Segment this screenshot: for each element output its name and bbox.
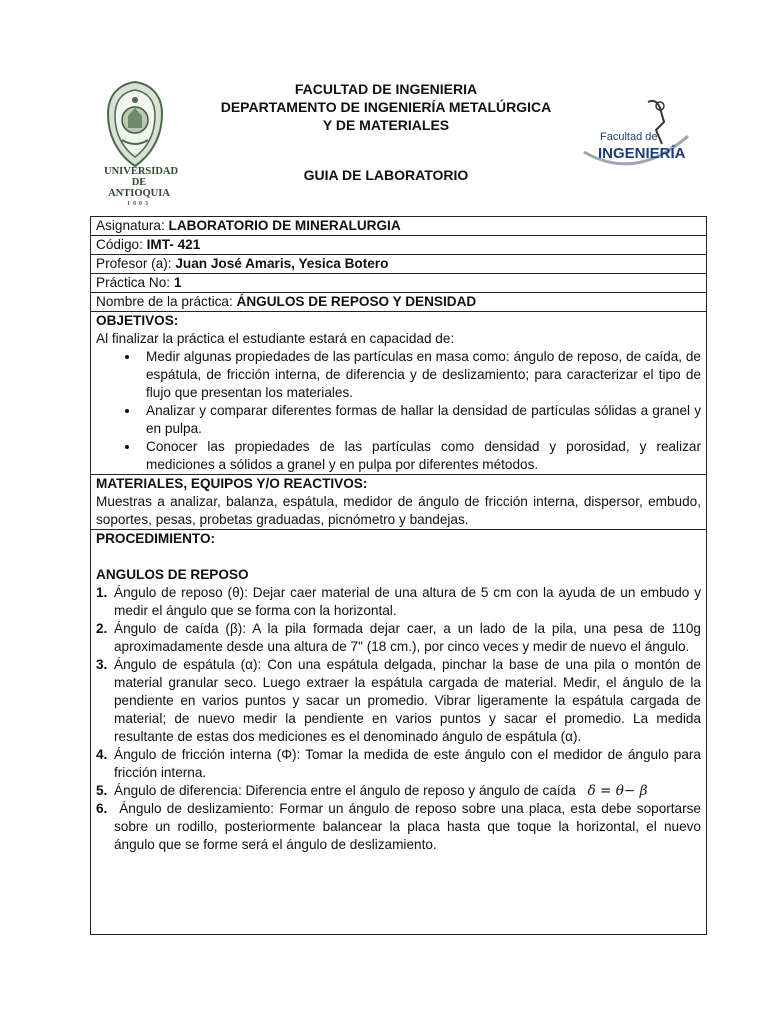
objetivos-title: OBJETIVOS: — [96, 313, 179, 328]
header-department: DEPARTAMENTO DE INGENIERÍA METALÚRGICA — [220, 99, 552, 115]
step-number: 2. — [96, 621, 108, 636]
row-objetivos — [91, 312, 707, 475]
row-procedimiento — [91, 530, 707, 935]
row-codigo — [91, 236, 707, 255]
step-item — [96, 584, 701, 620]
step-text: Ángulo de deslizamiento: Formar un ángulo de reposo sobre una placa, esta debe soportarse sobre un rodillo, posteriormente balancear la placa hasta que toque la horizontal, el nuevo ángulo que se forme será el ángulo de deslizamiento. — [114, 801, 701, 852]
step-item — [96, 620, 701, 656]
step-number: 6. — [96, 801, 108, 816]
asignatura-label: Asignatura: — [96, 218, 169, 233]
document-header — [180, 80, 592, 134]
step-text: Ángulo de reposo (θ): Dejar caer material de una altura de 5 cm con la ayuda de un embudo y medir el ángulo que se forma con la horizontal. — [114, 585, 701, 618]
universidad-logo-line1: UNIVERSIDAD — [104, 166, 179, 177]
step-text: Ángulo de caída (β): A la pila formada dejar caer, a un lado de la pila, una pesa de 110g aproximadamente desde una altura de 7" (18 cm.), por cinco veces y medir de nuevo el ángulo. — [114, 621, 701, 654]
profesor-value: Juan José Amaris, Yesica Botero — [175, 256, 389, 271]
step-number: 1. — [96, 585, 108, 600]
row-profesor — [91, 255, 707, 274]
universidad-logo-line2: DE ANTIOQUIA — [108, 177, 170, 199]
procedimiento-steps — [96, 584, 701, 854]
codigo-value: IMT- 421 — [146, 237, 201, 252]
facultad-logo-line1: Facultad de — [600, 131, 658, 143]
lab-guide-table — [90, 216, 707, 935]
row-nombre — [91, 293, 707, 312]
objetivos-intro: Al finalizar la práctica el estudiante estará en capacidad de: — [96, 331, 455, 346]
procedimiento-subtitle: ANGULOS DE REPOSO — [96, 567, 249, 582]
step-number: 5. — [96, 783, 108, 798]
row-materiales — [91, 475, 707, 530]
universidad-de-antioquia-seal-logo — [104, 80, 166, 168]
procedimiento-title: PROCEDIMIENTO: — [96, 531, 216, 546]
step-text: Ángulo de diferencia: Diferencia entre el ángulo de reposo y ángulo de caída — [114, 783, 576, 798]
objetivo-item: • Conocer las propiedades de las partículas como densidad y porosidad, y realizar mediciones a sólidos a granel y en pulpa por diferentes métodos. — [140, 438, 701, 474]
facultad-de-ingenieria-logo — [578, 96, 694, 174]
practica-label: Práctica No: — [96, 275, 174, 290]
step-item — [96, 800, 701, 854]
header-department-cont: Y DE MATERIALES — [322, 117, 450, 133]
step-text: Ángulo de espátula (α): Con una espátula delgada, pinchar la base de una pila o montón de material granular seco. Luego extraer la espátula cargada de material. Medir, el ángulo de la pendiente en varios puntos y sacar un promedio. Vibrar ligeramente la espátula cargada de material; de nuevo medir la pendiente en varios puntos y sacar el promedio. La medida resultante de estas dos mediciones es el denominado ángulo de espátula (α). — [114, 657, 701, 744]
universidad-logo-text — [104, 166, 179, 210]
materiales-text: Muestras a analizar, balanza, espátula, medidor de ángulo de fricción interna, dispersor, embudo, soportes, pesas, probetas graduadas, picnómetro y bandejas. — [96, 494, 701, 527]
step-item — [96, 656, 701, 746]
codigo-label: Código: — [96, 237, 147, 252]
practica-value: 1 — [173, 275, 182, 290]
materiales-title: MATERIALES, EQUIPOS Y/O REACTIVOS: — [96, 476, 368, 491]
step-item — [96, 782, 701, 800]
profesor-label: Profesor (a): — [96, 256, 176, 271]
objetivos-list — [96, 348, 701, 474]
step-item — [96, 746, 701, 782]
difference-formula: δ = θ− β — [587, 783, 648, 799]
guia-title: GUIA DE LABORATORIO — [303, 167, 469, 183]
step-number: 3. — [96, 657, 108, 672]
asignatura-value: LABORATORIO DE MINERALURGIA — [168, 218, 401, 233]
objetivo-item: • Medir algunas propiedades de las partículas en masa como: ángulo de reposo, de caída, de espátula, de fricción interna, de diferencia y de deslizamiento; para caracterizar el tipo de flujo que presentan los materiales. — [140, 348, 701, 402]
nombre-value: ÁNGULOS DE REPOSO Y DENSIDAD — [236, 294, 477, 309]
universidad-logo-year: 1803 — [127, 201, 151, 207]
step-text: Ángulo de fricción interna (Φ): Tomar la medida de este ángulo con el medidor de ángulo para fricción interna. — [114, 747, 701, 780]
objetivo-item: • Analizar y comparar diferentes formas de hallar la densidad de partículas sólidas a granel y en pulpa. — [140, 402, 701, 438]
row-practica — [91, 274, 707, 293]
header-faculty: FACULTAD DE INGENIERIA — [294, 81, 478, 97]
row-asignatura — [91, 217, 707, 236]
nombre-label: Nombre de la práctica: — [96, 294, 237, 309]
step-number: 4. — [96, 747, 108, 762]
facultad-logo-line2: INGENIERÍA — [598, 145, 686, 162]
